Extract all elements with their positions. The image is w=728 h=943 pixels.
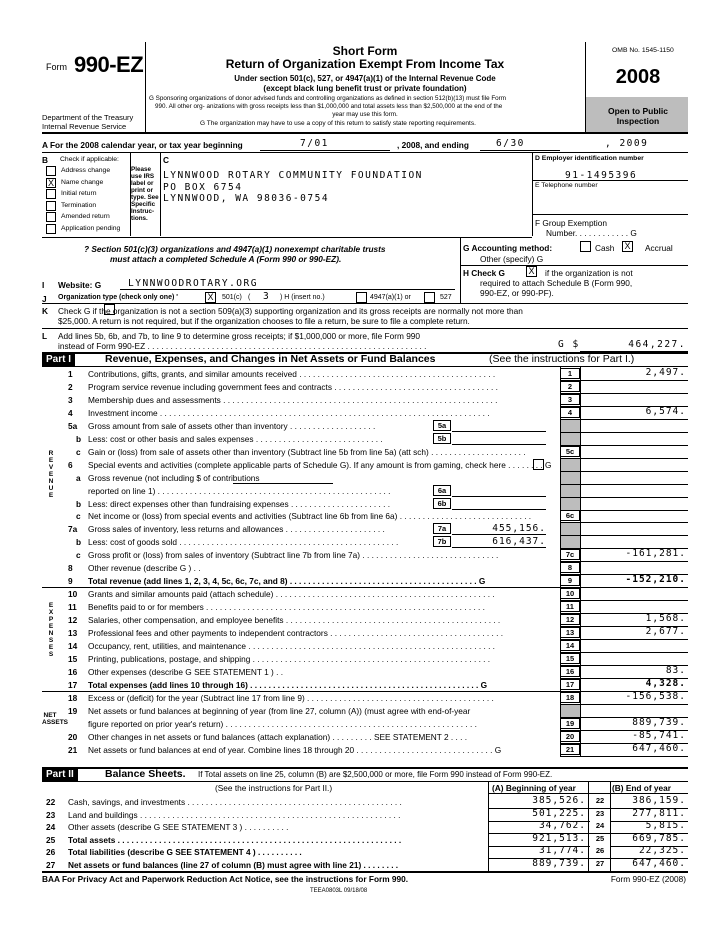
line-number: b xyxy=(76,498,82,509)
org-address2[interactable]: LYNNWOOD, WA 98036-0754 xyxy=(163,193,330,204)
row-f-label: F Group Exemption xyxy=(535,218,607,228)
line-text: Gross revenue (not including $ of contributions xyxy=(88,472,260,483)
check-if-applicable: Check if applicable: xyxy=(60,156,119,163)
applicable-label: Name change xyxy=(61,178,104,186)
note-2: 990. All other org- anizations with gross receipts less than $1,000,000 and total assets less than $2,500,000 at the end of the xyxy=(155,103,503,110)
line-box: 26 xyxy=(590,846,610,857)
row-j-label: J xyxy=(42,294,47,304)
applicable-checkbox[interactable] xyxy=(46,201,56,211)
line-number: 23 xyxy=(46,809,56,820)
line-number: 22 xyxy=(46,797,56,807)
gross-receipts[interactable]: 464,227. xyxy=(628,339,686,350)
beginning-year-amount[interactable]: 921,513. xyxy=(532,832,586,844)
form-label: Form xyxy=(46,62,67,72)
line-box: 7c xyxy=(560,549,580,560)
line-number: 9 xyxy=(68,576,73,587)
line-box: 9 xyxy=(560,575,580,586)
row-a-label: A For the 2008 calendar year, or tax year beginning xyxy=(42,140,243,150)
line-box: 18 xyxy=(560,692,580,703)
applicable-label: Initial return xyxy=(61,190,97,197)
line-number: a xyxy=(76,472,81,483)
sub-line-box: 5a xyxy=(433,420,451,431)
line-text: Occupancy, rent, utilities, and maintenance . . . . . . . . . . . . . . . . . . . . . . . . . . . . . . . . . . . . . . . . . . . . . . . . . . . . . . xyxy=(88,640,495,651)
row-a-mid: , 2008, and ending xyxy=(397,140,469,150)
sub-line-box: 7a xyxy=(433,523,451,534)
line-number: 21 xyxy=(68,744,78,755)
line-amount[interactable]: 2,497. xyxy=(645,367,686,378)
shaded-cell xyxy=(560,459,580,471)
shaded-cell xyxy=(560,472,580,484)
footer-code: TEEA0803L 09/18/08 xyxy=(310,888,368,894)
row-k-line1: Check G if the organization is not a section 509(a)(3) supporting organization and its gross receipts are normally not more than xyxy=(58,306,523,316)
row-rule xyxy=(560,406,688,407)
sub-line-box: 6a xyxy=(433,485,451,496)
line-amount[interactable]: -161,281. xyxy=(625,548,686,560)
line-text: Other assets (describe G SEE STATEMENT 3 ) . . . . . . . . . . xyxy=(68,822,289,833)
line-box: 16 xyxy=(560,666,580,677)
org-type-4947: 4947(a)(1) or xyxy=(370,294,411,301)
row-rule xyxy=(560,497,688,498)
part2-see: (See the instructions for Part II.) xyxy=(215,783,333,793)
note-3: year may use this form. xyxy=(332,111,398,118)
part1-title-note: (See the instructions for Part I.) xyxy=(489,353,635,365)
line-text: Salaries, other compensation, and employee benefits . . . . . . . . . . . . . . . . . . . . . . . . . . . . . . . . . . . . . . . . . . . . . . . xyxy=(88,615,501,626)
line-box: 19 xyxy=(560,718,580,729)
cash-checkbox[interactable] xyxy=(580,241,591,252)
line-amount[interactable]: 2,677. xyxy=(645,626,686,637)
line-number: 15 xyxy=(68,653,78,664)
line-number: b xyxy=(76,537,82,548)
line-text: Professional fees and other payments to independent contractors . . . . . . . . . . . . . . . . . . . . . . . . . . . . . . . . . . . . . . xyxy=(88,628,504,638)
line-text: Special events and activities (complete applicable parts of Schedule G). If any amount is from gaming, check here . . . . . . . . G xyxy=(88,459,552,470)
part2-col-a: (A) Beginning of year xyxy=(492,783,576,793)
form-number: 990-EZ xyxy=(74,52,144,77)
line-text: Total assets . . . . . . . . . . . . . . . . . . . . . . . . . . . . . . . . . . . . . . . . . . . . . . . . . . . . . . . . . . . . . . xyxy=(68,834,402,845)
beginning-year-amount[interactable]: 501,225. xyxy=(532,807,586,819)
title-main: Return of Organization Exempt From Income Tax xyxy=(225,57,505,71)
dept-line1: Department of the Treasury xyxy=(42,113,134,122)
line-text: Benefits paid to or for members . . . . . . . . . . . . . . . . . . . . . . . . . . . . . . . . . . . . . . . . . . . . . . . . . . . . . . . . . . . . . xyxy=(88,602,485,613)
line-number: 26 xyxy=(46,847,56,858)
line-number: 11 xyxy=(68,602,77,613)
line-text: Less: cost or other basis and sales expenses . . . . . . . . . . . . . . . . . . . . . . . . . . . . xyxy=(88,433,383,444)
shaded-cell xyxy=(560,536,580,548)
row-h-text3: 990-EZ, or 990-PF). xyxy=(480,288,554,298)
applicable-checkbox[interactable]: X xyxy=(47,177,54,188)
row-rule xyxy=(560,600,688,601)
beginning-year-amount[interactable]: 385,526. xyxy=(532,795,586,806)
row-rule xyxy=(560,717,688,718)
line-number: 27 xyxy=(46,860,56,870)
line-text: Other expenses (describe G SEE STATEMENT 1 ) . . xyxy=(88,666,284,677)
line-text: Net assets or fund balances at beginning of year (from line 27, column (A)) (must agree with end-of-year xyxy=(88,705,471,716)
row-l-line1: Add lines 5b, 6b, and 7b, to line 9 to determine gross receipts; if $1,000,000 or more, file Form 990 xyxy=(58,331,421,341)
gross-revenue-line xyxy=(233,483,333,484)
part2-tag: Part II xyxy=(42,768,78,781)
sub-line-amount[interactable] xyxy=(452,420,546,432)
end-year-amount[interactable]: 386,159. xyxy=(632,795,686,806)
line-text: Investment income . . . . . . . . . . . . . . . . . . . . . . . . . . . . . . . . . . . . . . . . . . . . . . . . . . . . . . . . . . . . . . . . . . . . . . . . xyxy=(88,407,490,418)
line-box: 1 xyxy=(560,368,580,379)
line-amount[interactable]: 1,568. xyxy=(645,613,686,625)
line-number: c xyxy=(76,550,81,561)
tax-year: 2008 xyxy=(615,66,661,88)
omb-number: OMB No. 1545-1150 xyxy=(612,47,674,54)
shaded-cell xyxy=(560,498,580,510)
ein[interactable]: 91-1495396 xyxy=(565,170,638,181)
line-number: c xyxy=(76,511,81,522)
row-l-label: L xyxy=(42,331,48,341)
line-number: c xyxy=(76,446,81,457)
line-box: 10 xyxy=(560,588,580,599)
applicable-checkbox[interactable] xyxy=(46,166,56,176)
row-l-line2: instead of Form 990-EZ . . . . . . . . . . . . . . . . . . . . . . . . . . . . . . . . . . . . . . . . . . . . . . . . . . . . . . . . . . . . . xyxy=(58,341,427,351)
line-number: b xyxy=(76,433,82,444)
applicable-checkbox[interactable] xyxy=(46,212,56,222)
line-number: 20 xyxy=(68,731,78,742)
line-number: 19 xyxy=(68,705,78,716)
line-box: 27 xyxy=(590,859,610,870)
line-text: Gross sales of inventory, less returns and allowances . . . . . . . . . . . . . . . . . . . . . . xyxy=(88,524,385,535)
line-number: 4 xyxy=(68,407,73,418)
sub-line-amount[interactable] xyxy=(452,498,546,510)
org-address1[interactable]: PO BOX 6754 xyxy=(163,182,243,193)
group-rule xyxy=(42,587,688,588)
row-rule xyxy=(560,678,688,679)
line-text: Gross profit or (loss) from sales of inventory (Subtract line 7b from line 7a) . . . . . . . . . . . . . . . . . . . . . . . . . . . . . . xyxy=(88,550,499,561)
side-label-net-assets: NET ASSETS xyxy=(42,712,69,726)
schedule-b-checkbox[interactable]: X xyxy=(526,266,537,277)
row-h-label: H Check G xyxy=(463,268,505,278)
gaming-checkbox[interactable] xyxy=(533,459,544,470)
row-h-text1: if the organization is not xyxy=(545,268,633,278)
row-rule xyxy=(560,393,688,394)
section-501-note2: must attach a completed Schedule A (Form 990 or 990-EZ). xyxy=(110,254,342,264)
org-type-4947-checkbox[interactable] xyxy=(356,292,367,303)
line-text: Gross amount from sale of assets other than inventory . . . . . . . . . . . . . . . . . . . xyxy=(88,420,376,431)
row-rule xyxy=(560,471,688,472)
line-box: 23 xyxy=(590,809,610,820)
line-text: Other changes in net assets or fund balances (attach explanation) . . . . . . . . . SEE STATEMENT 2 . . . . xyxy=(88,731,468,742)
org-type-501c-checkbox[interactable]: X xyxy=(205,292,216,303)
line-text: Land and buildings . . . . . . . . . . . . . . . . . . . . . . . . . . . . . . . . . . . . . . . . . . . . . . . . . . . . . . . . . xyxy=(68,809,401,820)
line-number: 7a xyxy=(68,524,78,535)
row-rule xyxy=(560,432,688,433)
line-text: Grants and similar amounts paid (attach schedule) . . . . . . . . . . . . . . . . . . . . . . . . . . . . . . . . . . . . . . . . . . . . . . . . xyxy=(88,589,495,600)
sub-line-amount[interactable]: 616,437. xyxy=(452,536,546,548)
line-amount[interactable]: 6,574. xyxy=(645,405,686,417)
subtitle-2: (except black lung benefit trust or private foundation) xyxy=(263,84,467,93)
line-text: Total revenue (add lines 1, 2, 3, 4, 5c, 6c, 7c, and 8) . . . . . . . . . . . . . . . . . . . . . . . . . . . . . . . . . . . . . . . . . G xyxy=(88,576,486,587)
website[interactable]: LYNNWOODROTARY.ORG xyxy=(128,278,258,289)
applicable-checkbox[interactable] xyxy=(46,189,56,199)
row-rule xyxy=(560,730,688,731)
line-box: 2 xyxy=(560,381,580,392)
sub-line-amount[interactable] xyxy=(452,485,546,497)
row-rule xyxy=(560,419,688,420)
beginning-year-amount[interactable]: 889,739. xyxy=(532,858,586,869)
subtitle-1: Under section 501(c), 527, or 4947(a)(1) of the Internal Revenue Code xyxy=(234,74,496,83)
line-box: 15 xyxy=(560,653,580,664)
tax-year-end[interactable]: 6/30 xyxy=(496,138,525,149)
line-number: 13 xyxy=(68,628,78,638)
line-number: 3 xyxy=(68,394,73,405)
row-d-label: D Employer identification number xyxy=(535,155,644,162)
line-number: 12 xyxy=(68,615,78,626)
line-amount[interactable]: 647,460. xyxy=(632,742,686,754)
line-text: Total expenses (add lines 10 through 16) . . . . . . . . . . . . . . . . . . . . . . . . . . . . . . . . . . . . . . . . . . . . . . . . . . G xyxy=(88,679,488,690)
row-rule xyxy=(560,639,688,640)
row-b-label: B xyxy=(42,155,48,165)
line-text: Less: cost of goods sold . . . . . . . . . . . . . . . . . . . . . . . . . . . . . . . . . . . . . . . . . . . . . . . . xyxy=(88,537,399,548)
sub-line-box: 6b xyxy=(433,498,451,509)
part1-title: Revenue, Expenses, and Changes in Net Assets or Fund Balances xyxy=(105,353,436,365)
line-box: 14 xyxy=(560,640,580,651)
row-rule xyxy=(560,652,688,653)
row-rule xyxy=(560,535,688,536)
line-box: 25 xyxy=(590,834,610,845)
sub-line-box: 5b xyxy=(433,433,451,444)
tax-year-begin[interactable]: 7/01 xyxy=(300,138,329,149)
line-text: Net income or (loss) from special events and activities (Subtract line 6b from line 6a) . . . . . . . . . . . . . . . . . . . . . . . . . . . . . xyxy=(88,511,532,522)
cash-label: Cash xyxy=(595,243,615,253)
side-label-expenses: E X P E N S E S xyxy=(48,602,54,658)
line-text: figure reported on prior year's return) . . . . . . . . . . . . . . . . . . . . . . . . . . . . . . . . . . . . . . . . . . . . . . . . . . . . . . . xyxy=(88,718,477,729)
accrual-checkbox[interactable]: X xyxy=(622,241,633,252)
row-rule xyxy=(560,510,688,511)
section-501-note1: ? Section 501(c)(3) organizations and 4947(a)(1) nonexempt charitable trusts xyxy=(84,244,386,254)
website-label: Website: G xyxy=(58,280,102,290)
line-text: Printing, publications, postage, and shipping . . . . . . . . . . . . . . . . . . . . . . . . . . . . . . . . . . . . . . . . . . . . . . . . . . . . xyxy=(88,653,491,664)
row-rule xyxy=(560,626,688,627)
row-rule xyxy=(560,613,688,614)
row-rule xyxy=(560,445,688,446)
title-short-form: Short Form xyxy=(332,44,398,58)
row-e-label: E Telephone number xyxy=(535,182,598,189)
row-rule xyxy=(560,548,688,549)
beginning-year-amount[interactable]: 31,774. xyxy=(538,845,586,857)
row-rule xyxy=(560,458,688,459)
line-number: 16 xyxy=(68,666,78,677)
row-c-label: C xyxy=(163,155,169,165)
org-type-number[interactable]: 3 xyxy=(263,291,271,302)
applicable-label: Address change xyxy=(61,167,111,174)
line-number: 1 xyxy=(68,369,73,379)
line-amount[interactable]: -85,741. xyxy=(632,729,686,741)
row-l-dollar: G $ xyxy=(558,339,580,350)
line-box: 13 xyxy=(560,627,580,638)
accrual-label: Accrual xyxy=(645,243,673,253)
line-amount[interactable]: -156,538. xyxy=(625,690,686,702)
end-year-amount[interactable]: 5,815. xyxy=(645,820,686,832)
applicable-label: Application pending xyxy=(61,224,121,232)
end-year-amount[interactable]: 647,460. xyxy=(632,858,686,869)
line-number: 18 xyxy=(68,692,78,703)
part2-title: Balance Sheets. xyxy=(105,768,186,780)
line-text: Less: direct expenses other than fundraising expenses . . . . . . . . . . . . . . . . . . . . . . xyxy=(88,498,391,509)
line-text: Program service revenue including government fees and contracts . . . . . . . . . . . . . . . . . . . . . . . . . . . . . . . . . . . . xyxy=(88,381,498,392)
line-box: 4 xyxy=(560,407,580,418)
applicable-label: Termination xyxy=(61,201,97,209)
line-number: 10 xyxy=(68,589,78,600)
row-rule xyxy=(560,756,688,757)
row-rule xyxy=(560,484,688,485)
line-box: 24 xyxy=(590,821,610,832)
end-year-amount[interactable]: 669,785. xyxy=(632,832,686,844)
org-type-501c: 501(c) xyxy=(222,294,242,301)
line-box: 11 xyxy=(560,601,580,612)
line-amount[interactable]: 4,328. xyxy=(645,677,686,689)
line-text: Excess or (deficit) for the year (Subtract line 17 from line 9) . . . . . . . . . . . . . . . . . . . . . . . . . . . . . . . . . . . . . . . . . xyxy=(88,692,494,703)
line-box: 8 xyxy=(560,562,580,573)
beginning-year-amount[interactable]: 34,762. xyxy=(538,820,586,832)
row-i-label: I xyxy=(42,280,45,290)
line-box: 3 xyxy=(560,394,580,405)
tax-year-end-year[interactable]: , 2009 xyxy=(605,138,649,149)
line-text: reported on line 1) . . . . . . . . . . . . . . . . . . . . . . . . . . . . . . . . . . . . . . . . . . . . . . . . . . . xyxy=(88,485,391,496)
row-rule xyxy=(560,561,688,562)
org-type-label: Organization type (check only one) ' xyxy=(58,294,178,301)
line-text: Total liabilities (describe G SEE STATEMENT 4 ) . . . . . . . . . . xyxy=(68,847,302,858)
row-k-line2: $25,000. A return is not required, but if the organization chooses to file a return, be sure to file a complete return. xyxy=(58,316,470,326)
footer-left: BAA For Privacy Act and Paperwork Reduction Act Notice, see the instructions for Form 990. xyxy=(42,874,409,884)
line-number: 24 xyxy=(46,822,56,833)
row-rule xyxy=(560,704,688,705)
line-box: 21 xyxy=(560,744,580,755)
row-rule xyxy=(560,574,688,575)
line-box: 20 xyxy=(560,731,580,742)
note-1: G Sponsoring organizations of donor advised funds and controlling organizations as defined in section 512(b)(13) must file Form xyxy=(149,95,507,102)
footer-right: Form 990-EZ (2008) xyxy=(610,874,686,884)
part1-tag: Part I xyxy=(42,353,75,366)
form-page: Form 990-EZ Department of the Treasury Internal Revenue Service Short Form Return of Organization Exempt From Income Tax Under section 501(c), 527, or 4947(a)(1) of the Internal Revenue Code (except black lung benefit trust or private foundation) G Sponsoring organizations of donor advised funds and controlling organizations as defined in section 512(b)(13) must file Form 990. All other org- anizations with gross receipts less than $1,000,000 and total assets less than $2,500,000 at the end of the year may use this form. G The organization may have to use a copy of this return to satisfy state reporting requirements. OMB No. 1545-1150 2008 Open to Public Inspection A For the 2008 calendar year, or tax year beginning 7/01 , 2008, and ending 6/30 , 2009 B Check if applicable: Address change X Name change Initial return Termination Amended return Application pending Please use IRS label or print or type. See Specific Instruc- tions. C LYNNWOOD ROTARY COMMUNITY FOUNDATION PO BOX 6754 LYNNWOOD, WA 98036-0754 D Employer identification number 91-1495396 E Telephone number F Group Exemption Number. . . . . . . . . . . . G ? Section 501(c)(3) organizations and 4947(a)(1) nonexempt charitable trusts must attach a completed Schedule A (Form 990 or 990-EZ). G Accounting method: Cash X Accrual Other (specify) G H Check G X if the organization is not required to attach Schedule B (Form 990, 990-EZ, or 990-PF). I Website: G LYNNWOODROTARY.ORG J Organization type (check only one) ' X 501(c) ( 3 ) H (insert no.) 4947(a)(1) or 527 K Check G if the organization is not a section 509(a)(3) supporting organization and its gross receipts are normally not more than $25,000. A return is not required, but if the organization chooses to file a return, be sure to file a complete return. L Add lines 5b, 6b, and 7b, to line 9 to determine gross receipts; if $1,000,000 or more, file Form 990 instead of Form 990-EZ . . . . . . . . . . . . . . . . . . . . . . . . . . . . . . . . . . . . . . . . . . . . . . . . . . . . . . . . . . . . . G $ 464,227. Part I Revenue, Expenses, and Changes in Net Assets or Fund Balances (See the instructions for Part I.) 1 Contributions, gifts, grants, and similar amounts received . . . . . . . . . . . . . . . . . . . . . . . . . . . . . . . . . . . . . . . . . . . 1 2,497. 2 Program service revenue including government fees and contracts . . . . . . . . . . . . . . . . . . . . . . . . . . . . . . . . . . . . 2 3 Membership dues and assessments . . . . . . . . . . . . . . . . . . . . . . . . . . . . . . . . . . . . . . . . . . . . . . . . . . . . . . . . . . . . 3 4 Investment income . . . . . . . . . . . . . . . . . . . . . . . . . . . . . . . . . . . . . . . . . . . . . . . . . . . . . . . . . . . . . . . . . . . . . . . . 4 6,574. 5a Gross amount from sale of assets other than inventory . . . . . . . . . . . . . . . . . . . 5a b Less: cost or other basis and sales expenses . . . . . . . . . . . . . . . . . . . . . . . . . . . . 5b c Gain or (loss) from sale of assets other than inventory (Subtract line 5b from line 5a) (att sch) . . . . . . . . . . . . . . . . . . . . . 5c 6 Special events and activities (complete applicable parts of Schedule G). If any amount is from gaming, check here . . . . . . . . G a Gross revenue (not including $ of contributions reported on line 1) . . . . . . . . . . . . . . . . . . . . . . . . . . . . . . . . . . . . . . . . . . . . . . . . . . . 6a b Less: direct expenses other than fundraising expenses . . . . . . . . . . . . . . . . . . . . . . 6b c Net income or (loss) from special events and activities (Subtract line 6b from line 6a) . . . . . . . . . . . . . . . . . . . . . . . . . . . . . 6c 7a Gross sales of inventory, less returns and allowances . . . . . . . . . . . . . . . . . . . . . . 7a 455,156. b Less: cost of goods sold . . . . . . . . . . . . . . . . . . . . . . . . . . . . . . . . . . . . . . . . . . . . . . . . 7b 616,437. c Gross profit or (loss) from sales of inventory (Subtract line 7b from line 7a) . . . . . . . . . . . . . . . . . . . . . . . . . . . . . . 7c -161,281. 8 Other revenue (describe G ) . . 8 9 Total revenue (add lines 1, 2, 3, 4, 5c, 6c, 7c, and 8) . . . . . . . . . . . . . . . . . . . . . . . . . . . . . . . . . . . . . . . . . G 9 -152,210. 10 Grants and similar amounts paid (attach schedule) . . . . . . . . . . . . . . . . . . . . . . . . . . . . . . . . . . . . . . . . . . . . . . . . 10 11 Benefits paid to or for members . . . . . . . . . . . . . . . . . . . . . . . . . . . . . . . . . . . . . . . . . . . . . . . . . . . . . . . . . . . . . 11 12 Salaries, other compensation, and employee benefits . . . . . . . . . . . . . . . . . . . . . . . . . . . . . . . . . . . . . . . . . . . . . . . 12 1,568. 13 Professional fees and other payments to independent contractors . . . . . . . . . . . . . . . . . . . . . . . . . . . . . . . . . . . . . . 13 2,677. 14 Occupancy, rent, utilities, and maintenance . . . . . . . . . . . . . . . . . . . . . . . . . . . . . . . . . . . . . . . . . . . . . . . . . . . . . . 14 15 Printing, publications, postage, and shipping . . . . . . . . . . . . . . . . . . . . . . . . . . . . . . . . . . . . . . . . . . . . . . . . . . . . 15 16 Other expenses (describe G SEE STATEMENT 1 ) . . 16 83. 17 Total expenses (add lines 10 through 16) . . . . . . . . . . . . . . . . . . . . . . . . . . . . . . . . . . . . . . . . . . . . . . . . . . G 17 4,328. 18 Excess or (deficit) for the year (Subtract line 17 from line 9) . . . . . . . . . . . . . . . . . . . . . . . . . . . . . . . . . . . . . . . . . 18 -156,538. 19 Net assets or fund balances at beginning of year (from line 27, column (A)) (must agree with end-of-year figure reported on prior year's return) . . . . . . . . . . . . . . . . . . . . . . . . . . . . . . . . . . . . . . . . . . . . . . . . . . . . . . . 19 889,739. 20 Other changes in net assets or fund balances (attach explanation) . . . . . . . . . SEE STATEMENT 2 . . . . 20 -85,741. 21 Net assets or fund balances at end of year. Combine lines 18 through 20 . . . . . . . . . . . . . . . . . . . . . . . . . . . . . . G 21 647,460. R E V E N U E E X P E N S E S NET ASSETS Part II Balance Sheets. If Total assets on line 25, column (B) are $2,500,000 or more, file Form 990 instead of Form 990-EZ. (See the instructions for Part II.) (A) Beginning of year (B) End of year 22 Cash, savings, and investments . . . . . . . . . . . . . . . . . . . . . . . . . . . . . . . . . . . . . . . . . . . . . . . 385,526. 22 386,159. 23 Land and buildings . . . . . . . . . . . . . . . . . . . . . . . . . . . . . . . . . . . . . . . . . . . . . . . . . . . . . . . . . 501,225. 23 277,811. 24 Other assets (describe G SEE STATEMENT 3 ) . . . . . . . . . . 34,762. 24 5,815. 25 Total assets . . . . . . . . . . . . . . . . . . . . . . . . . . . . . . . . . . . . . . . . . . . . . . . . . . . . . . . . . . . . . . 921,513. 25 669,785. 26 Total liabilities (describe G SEE STATEMENT 4 ) . . . . . . . . . . 31,774. 26 22,325. 27 Net assets or fund balances (line 27 of column (B) must agree with line 21) . . . . . . . . 889,739. 27 647,460. BAA For Privacy Act and Paperwork Reduction Act Notice, see the instructions for Form 990. Form 990-EZ (2008) TEEA0803L 09/18/08 xyxy=(0,0,728,943)
accounting-method-label: G Accounting method: xyxy=(463,243,553,253)
end-year-amount[interactable]: 277,811. xyxy=(632,807,686,819)
please-use-label: Please use IRS label or print or type. See Specific Instruc- tions. xyxy=(131,166,159,222)
part2-col-b: (B) End of year xyxy=(612,783,672,793)
line-number: 2 xyxy=(68,381,73,392)
open-public-1: Open to Public xyxy=(608,106,668,116)
shaded-cell xyxy=(560,420,580,432)
sub-line-amount[interactable]: 455,156. xyxy=(452,523,546,535)
applicable-checkbox[interactable] xyxy=(46,224,56,234)
line-amount[interactable]: 889,739. xyxy=(632,716,686,728)
sub-line-amount[interactable] xyxy=(452,433,546,445)
other-specify: Other (specify) G xyxy=(480,254,544,264)
line-number: 17 xyxy=(68,679,78,690)
org-type-insert: ) H (insert no.) xyxy=(280,294,325,301)
line-text: Contributions, gifts, grants, and similar amounts received . . . . . . . . . . . . . . . . . . . . . . . . . . . . . . . . . . . . . . . . . . . xyxy=(88,369,496,379)
line-number: 25 xyxy=(46,834,56,845)
dept-line2: Internal Revenue Service xyxy=(42,122,127,131)
line-text: Other revenue (describe G ) . . xyxy=(88,563,201,574)
line-amount[interactable]: -152,210. xyxy=(625,574,686,586)
sub-line-box: 7b xyxy=(433,536,451,547)
row-k-label: K xyxy=(42,306,48,316)
line-box: 22 xyxy=(590,796,610,807)
row-rule xyxy=(560,380,688,381)
end-year-amount[interactable]: 22,325. xyxy=(638,845,686,857)
row-f-label2: Number. . . . . . . . . . . . G xyxy=(546,228,637,238)
line-number: 6 xyxy=(68,459,73,470)
line-text: Net assets or fund balances at end of year. Combine lines 18 through 20 . . . . . . . . . . . . . . . . . . . . . . . . . . . . . . G xyxy=(88,744,502,755)
line-box: 6c xyxy=(560,510,580,521)
row-rule xyxy=(560,522,688,523)
line-text: Membership dues and assessments . . . . . . . . . . . . . . . . . . . . . . . . . . . . . . . . . . . . . . . . . . . . . . . . . . . . . . . . . . . . xyxy=(88,394,498,405)
line-number: 8 xyxy=(68,563,73,574)
row-h-text2: required to attach Schedule B (Form 990, xyxy=(480,278,633,288)
applicable-label: Amended return xyxy=(61,213,110,220)
org-type-527-checkbox[interactable] xyxy=(424,292,435,303)
line-text: Net assets or fund balances (line 27 of column (B) must agree with line 21) . . . . . . . . xyxy=(68,860,399,870)
row-rule xyxy=(560,743,688,744)
line-box: 12 xyxy=(560,614,580,625)
row-rule xyxy=(560,665,688,666)
shaded-cell xyxy=(560,523,580,535)
group-rule xyxy=(42,691,688,692)
line-text: Cash, savings, and investments . . . . . . . . . . . . . . . . . . . . . . . . . . . . . . . . . . . . . . . . . . . . . . . xyxy=(68,797,402,807)
line-number: 14 xyxy=(68,640,78,651)
side-label-revenue: R E V E N U E xyxy=(48,450,54,499)
note-4: G The organization may have to use a copy of this return to satisfy state reporting requirements. xyxy=(200,120,476,127)
org-name[interactable]: LYNNWOOD ROTARY COMMUNITY FOUNDATION xyxy=(163,170,423,181)
part2-title-note: If Total assets on line 25, column (B) are $2,500,000 or more, file Form 990 instead of Form 990-EZ. xyxy=(198,770,553,779)
line-box: 17 xyxy=(560,679,580,690)
shaded-cell xyxy=(560,705,580,717)
line-number: 5a xyxy=(68,420,78,431)
line-box: 5c xyxy=(560,446,580,457)
open-public-2: Inspection xyxy=(616,116,660,126)
line-text: Gain or (loss) from sale of assets other than inventory (Subtract line 5b from line 5a) (att sch) . . . . . . . . . . . . . . . . . . . . . xyxy=(88,446,526,457)
line-amount[interactable]: 83. xyxy=(665,664,686,676)
org-type-527: 527 xyxy=(440,294,452,301)
